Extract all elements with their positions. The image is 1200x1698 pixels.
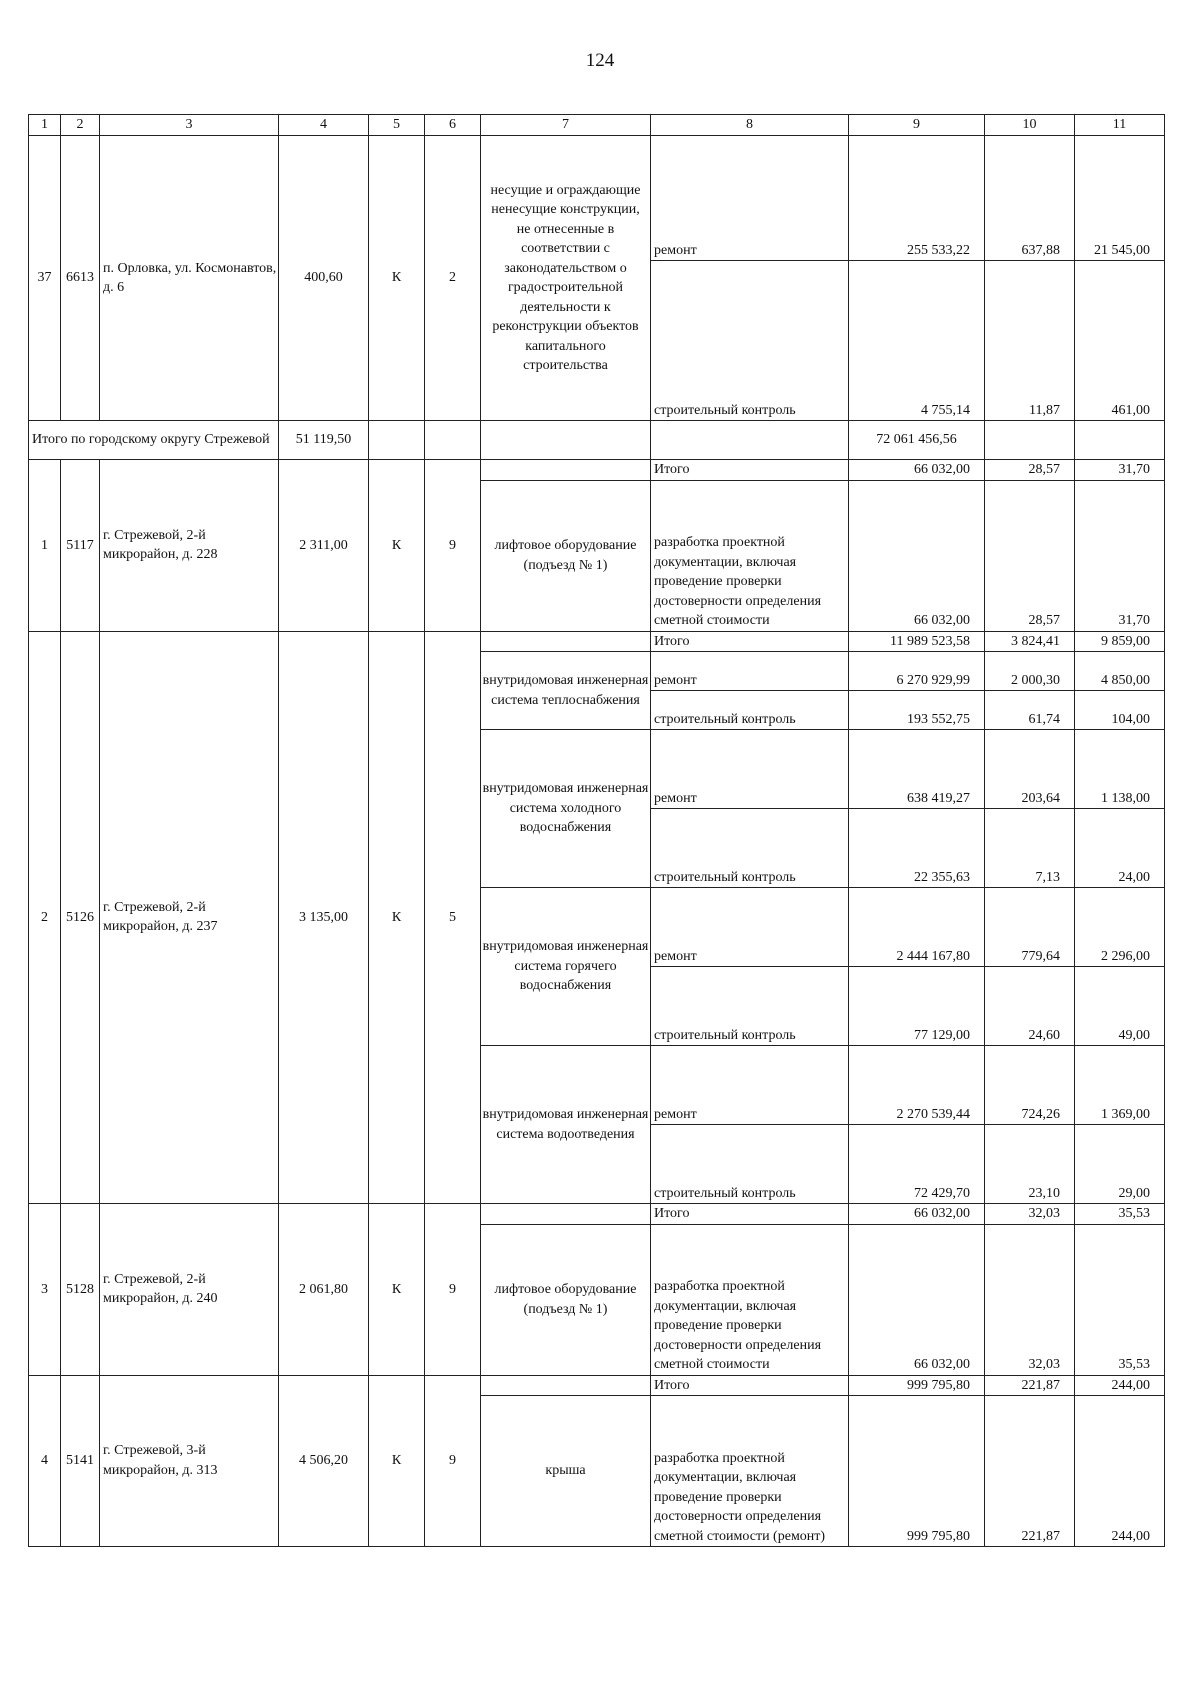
subtotal-unit: 3 824,41 (985, 631, 1075, 652)
limit-cost: 104,00 (1075, 691, 1165, 730)
category: К (369, 1204, 425, 1376)
unit-cost: 637,88 (985, 136, 1075, 261)
unit-cost: 11,87 (985, 261, 1075, 421)
area: 400,60 (279, 136, 369, 421)
table-row (29, 1204, 1165, 1225)
col-header: 6 (425, 115, 481, 136)
col-header: 1 (29, 115, 61, 136)
subtotal-cost: 66 032,00 (849, 1204, 985, 1225)
house-code: 5141 (61, 1375, 100, 1547)
house-code: 6613 (61, 136, 100, 421)
table-row (29, 460, 1165, 481)
subtotal-limit: 35,53 (1075, 1204, 1165, 1225)
column-number-row (29, 115, 1165, 136)
limit-cost: 1 138,00 (1075, 730, 1165, 809)
address: г. Стрежевой, 2-й микрорайон, д. 237 (100, 631, 279, 1204)
subtotal-label: Итого (651, 460, 849, 481)
work-type: строительный контроль (651, 967, 849, 1046)
unit-cost: 779,64 (985, 888, 1075, 967)
col-header: 9 (849, 115, 985, 136)
unit-cost: 724,26 (985, 1046, 1075, 1125)
empty-cell (425, 421, 481, 460)
cost-value: 66 032,00 (849, 480, 985, 631)
unit-cost: 221,87 (985, 1396, 1075, 1547)
area: 3 135,00 (279, 631, 369, 1204)
limit-cost: 1 369,00 (1075, 1046, 1165, 1125)
house-code: 5117 (61, 460, 100, 632)
table-row (29, 136, 1165, 261)
col-header: 11 (1075, 115, 1165, 136)
work-type: разработка проектной документации, включая проведение проверки достоверности определения сметной стоимости (651, 1224, 849, 1375)
empty-cell (481, 421, 651, 460)
subtotal-unit: 28,57 (985, 460, 1075, 481)
col-header: 7 (481, 115, 651, 136)
work-type: строительный контроль (651, 691, 849, 730)
limit-cost: 24,00 (1075, 809, 1165, 888)
table-row (29, 1375, 1165, 1396)
limit-cost: 244,00 (1075, 1396, 1165, 1547)
limit-cost: 29,00 (1075, 1125, 1165, 1204)
unit-cost: 61,74 (985, 691, 1075, 730)
category: К (369, 631, 425, 1204)
empty-cell (481, 631, 651, 652)
subtotal-limit: 31,70 (1075, 460, 1165, 481)
row-number: 3 (29, 1204, 61, 1376)
limit-cost: 31,70 (1075, 480, 1165, 631)
floors: 9 (425, 460, 481, 632)
subtotal-label: Итого (651, 1204, 849, 1225)
work-type: ремонт (651, 888, 849, 967)
address: п. Орловка, ул. Космонавтов, д. 6 (100, 136, 279, 421)
category: К (369, 1375, 425, 1547)
cost-value: 6 270 929,99 (849, 652, 985, 691)
cost-value: 255 533,22 (849, 136, 985, 261)
unit-cost: 28,57 (985, 480, 1075, 631)
floors: 5 (425, 631, 481, 1204)
unit-cost: 24,60 (985, 967, 1075, 1046)
unit-cost: 2 000,30 (985, 652, 1075, 691)
empty-cell (481, 1375, 651, 1396)
subtotal-cost: 11 989 523,58 (849, 631, 985, 652)
work-type: разработка проектной документации, включая проведение проверки достоверности определения сметной стоимости (ремонт) (651, 1396, 849, 1547)
empty-cell (369, 421, 425, 460)
area: 2 311,00 (279, 460, 369, 632)
cost-value: 77 129,00 (849, 967, 985, 1046)
cost-value: 999 795,80 (849, 1396, 985, 1547)
structural-element: лифтовое оборудование (подъезд № 1) (481, 480, 651, 631)
structural-element: несущие и ограждающие ненесущие конструкции, не отнесенные в соответствии с законодательством о градостроительной деятельности к реконструкции объектов капитального строительства (481, 136, 651, 421)
subtotal-unit: 221,87 (985, 1375, 1075, 1396)
unit-cost: 23,10 (985, 1125, 1075, 1204)
area: 2 061,80 (279, 1204, 369, 1376)
row-number: 2 (29, 631, 61, 1204)
work-type: ремонт (651, 652, 849, 691)
cost-value: 72 429,70 (849, 1125, 985, 1204)
subtotal-unit: 32,03 (985, 1204, 1075, 1225)
subtotal-cost: 66 032,00 (849, 460, 985, 481)
structural-element: внутридомовая инженерная система теплоснабжения (481, 652, 651, 730)
house-code: 5128 (61, 1204, 100, 1376)
col-header: 10 (985, 115, 1075, 136)
cost-value: 4 755,14 (849, 261, 985, 421)
cost-value: 22 355,63 (849, 809, 985, 888)
unit-cost: 7,13 (985, 809, 1075, 888)
empty-cell (1075, 421, 1165, 460)
area: 4 506,20 (279, 1375, 369, 1547)
address: г. Стрежевой, 2-й микрорайон, д. 240 (100, 1204, 279, 1376)
row-number: 4 (29, 1375, 61, 1547)
work-type: строительный контроль (651, 261, 849, 421)
category: К (369, 460, 425, 632)
floors: 2 (425, 136, 481, 421)
unit-cost: 203,64 (985, 730, 1075, 809)
district-total-label: Итого по городскому округу Стрежевой (29, 421, 279, 460)
district-total-row (29, 421, 1165, 460)
subtotal-limit: 9 859,00 (1075, 631, 1165, 652)
page-number: 124 (585, 50, 615, 71)
work-type: ремонт (651, 136, 849, 261)
category: К (369, 136, 425, 421)
district-total-area: 51 119,50 (279, 421, 369, 460)
work-type: разработка проектной документации, включая проведение проверки достоверности определения сметной стоимости (651, 480, 849, 631)
unit-cost: 32,03 (985, 1224, 1075, 1375)
work-type: строительный контроль (651, 1125, 849, 1204)
structural-element: внутридомовая инженерная система холодного водоснабжения (481, 730, 651, 888)
limit-cost: 4 850,00 (1075, 652, 1165, 691)
subtotal-limit: 244,00 (1075, 1375, 1165, 1396)
structural-element: крыша (481, 1396, 651, 1547)
empty-cell (481, 1204, 651, 1225)
col-header: 2 (61, 115, 100, 136)
empty-cell (481, 460, 651, 481)
cost-value: 2 270 539,44 (849, 1046, 985, 1125)
capital-repair-table (28, 114, 1165, 1547)
limit-cost: 461,00 (1075, 261, 1165, 421)
row-number: 1 (29, 460, 61, 632)
work-type: строительный контроль (651, 809, 849, 888)
limit-cost: 49,00 (1075, 967, 1165, 1046)
col-header: 3 (100, 115, 279, 136)
floors: 9 (425, 1204, 481, 1376)
address: г. Стрежевой, 2-й микрорайон, д. 228 (100, 460, 279, 632)
structural-element: внутридомовая инженерная система горячего водоснабжения (481, 888, 651, 1046)
row-number: 37 (29, 136, 61, 421)
house-code: 5126 (61, 631, 100, 1204)
structural-element: внутридомовая инженерная система водоотведения (481, 1046, 651, 1204)
col-header: 5 (369, 115, 425, 136)
work-type: ремонт (651, 1046, 849, 1125)
col-header: 4 (279, 115, 369, 136)
cost-value: 193 552,75 (849, 691, 985, 730)
floors: 9 (425, 1375, 481, 1547)
cost-value: 2 444 167,80 (849, 888, 985, 967)
col-header: 8 (651, 115, 849, 136)
subtotal-label: Итого (651, 631, 849, 652)
empty-cell (985, 421, 1075, 460)
structural-element: лифтовое оборудование (подъезд № 1) (481, 1224, 651, 1375)
empty-cell (651, 421, 849, 460)
work-type: ремонт (651, 730, 849, 809)
subtotal-label: Итого (651, 1375, 849, 1396)
subtotal-cost: 999 795,80 (849, 1375, 985, 1396)
table-row (29, 631, 1165, 652)
district-total-sum: 72 061 456,56 (849, 421, 985, 460)
limit-cost: 2 296,00 (1075, 888, 1165, 967)
address: г. Стрежевой, 3-й микрорайон, д. 313 (100, 1375, 279, 1547)
limit-cost: 35,53 (1075, 1224, 1165, 1375)
cost-value: 66 032,00 (849, 1224, 985, 1375)
cost-value: 638 419,27 (849, 730, 985, 809)
limit-cost: 21 545,00 (1075, 136, 1165, 261)
